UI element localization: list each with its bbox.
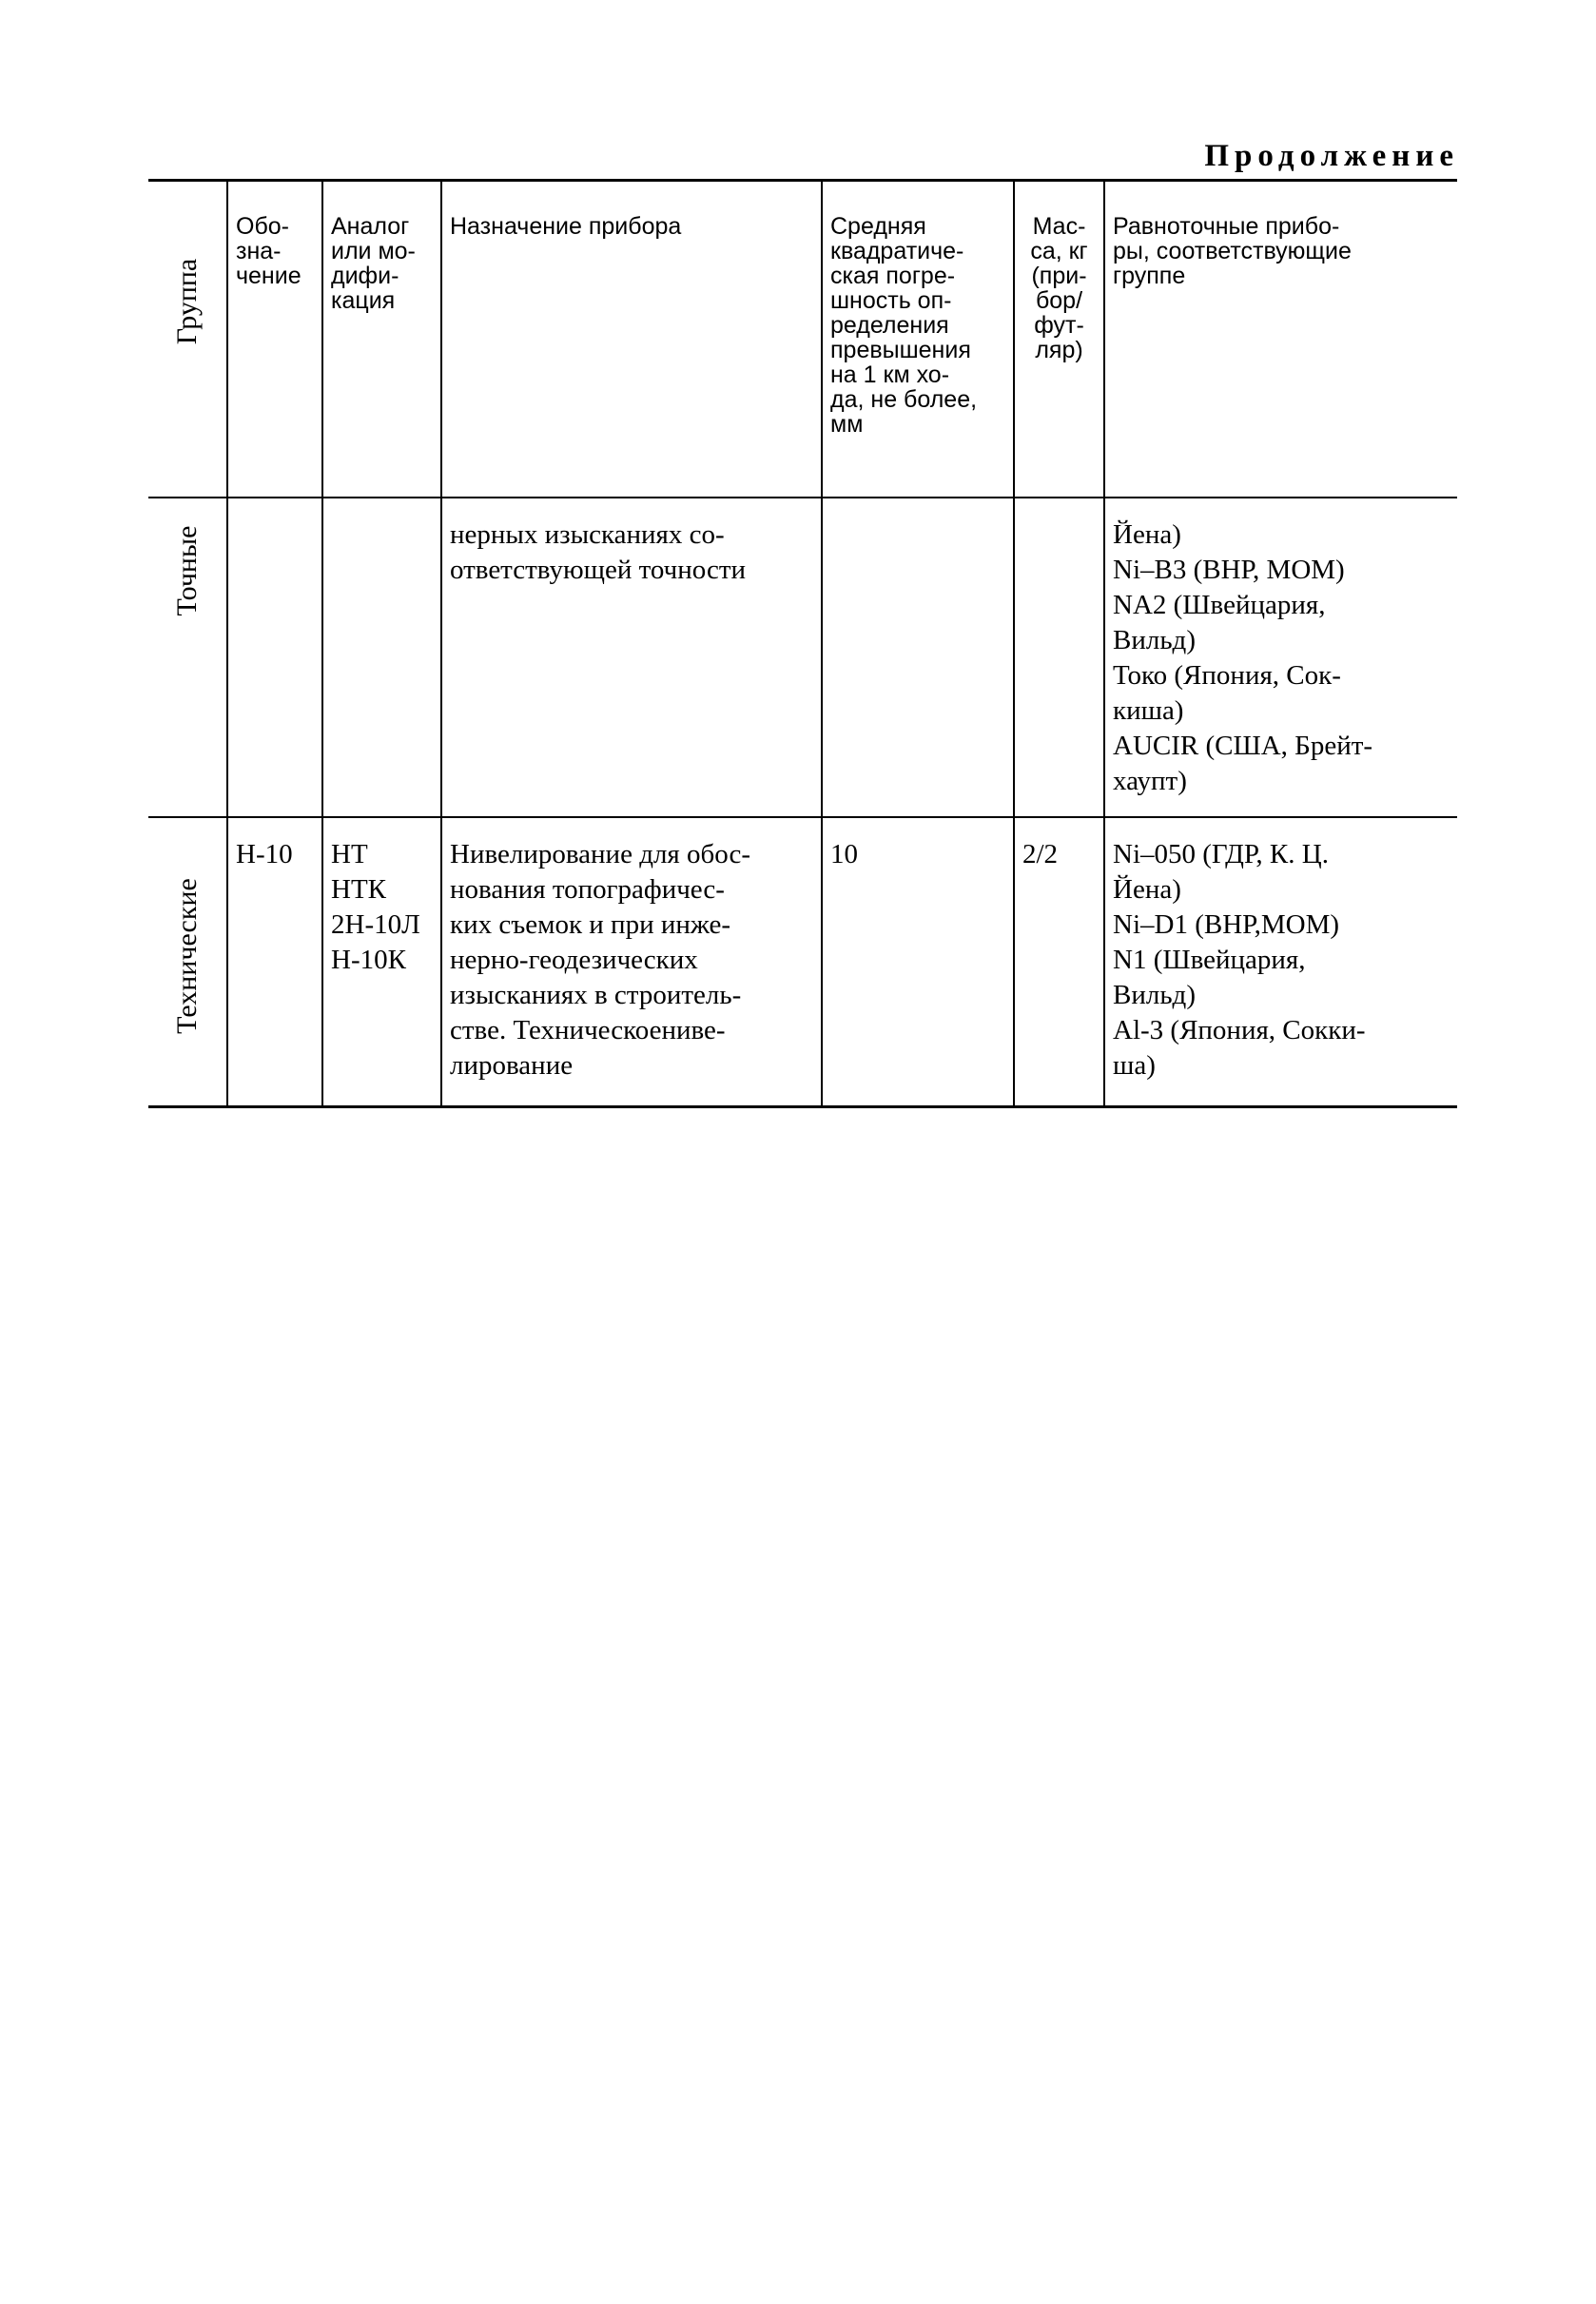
analog-cell <box>322 498 441 817</box>
group-cell <box>148 498 227 817</box>
continuation-label: Продолжение <box>1204 139 1459 173</box>
header-group <box>148 181 227 498</box>
table-row <box>148 817 1457 1107</box>
header-analog: Аналог или мо- дифи- кация <box>322 181 441 498</box>
header-designation: Обо- зна- чение <box>227 181 322 498</box>
header-mass: Мас- са, кг (при- бор/ фут- ляр) <box>1014 181 1104 498</box>
group-label: Технические <box>171 878 203 1034</box>
table-row <box>148 498 1457 817</box>
header-error: Средняя квадратиче- ская погре- шность оп- ределения превышения на 1 км хо- да, не более, мм <box>822 181 1014 498</box>
purpose-cell: нерных изысканиях со- ответствующей точности <box>441 498 822 817</box>
equivalents-cell: Ni–050 (ГДР, К. Ц. Йена) Ni–D1 (ВНР,МОМ) N1 (Швейцария, Вильд) Al-3 (Япония, Сокки- ша) <box>1104 817 1457 1107</box>
header-equivalents: Равноточные прибо- ры, соответствующие группе <box>1104 181 1457 498</box>
header-row <box>148 181 1457 498</box>
error-cell <box>822 498 1014 817</box>
mass-cell <box>1014 498 1104 817</box>
designation-cell: Н-10 <box>227 817 322 1107</box>
analog-cell: НТ НТК 2Н-10Л Н-10К <box>322 817 441 1107</box>
designation-cell <box>227 498 322 817</box>
header-purpose: Назначение прибора <box>441 181 822 498</box>
equivalents-cell: Йена) Ni–B3 (ВНР, МОМ) NA2 (Швейцария, Вильд) Токо (Япония, Сок- киша) AUCIR (США, Брейт- хаупт) <box>1104 498 1457 817</box>
header-group-label: Группа <box>171 258 203 345</box>
purpose-cell: Нивелирование для обос- нования топографичес- ких съемок и при инже- нерно-геодезических изысканиях в строитель- стве. Техническоениве- лирование <box>441 817 822 1107</box>
instrument-table <box>148 179 1457 1108</box>
error-cell: 10 <box>822 817 1014 1107</box>
group-cell <box>148 817 227 1107</box>
group-label: Точные <box>171 525 203 616</box>
mass-cell: 2/2 <box>1014 817 1104 1107</box>
